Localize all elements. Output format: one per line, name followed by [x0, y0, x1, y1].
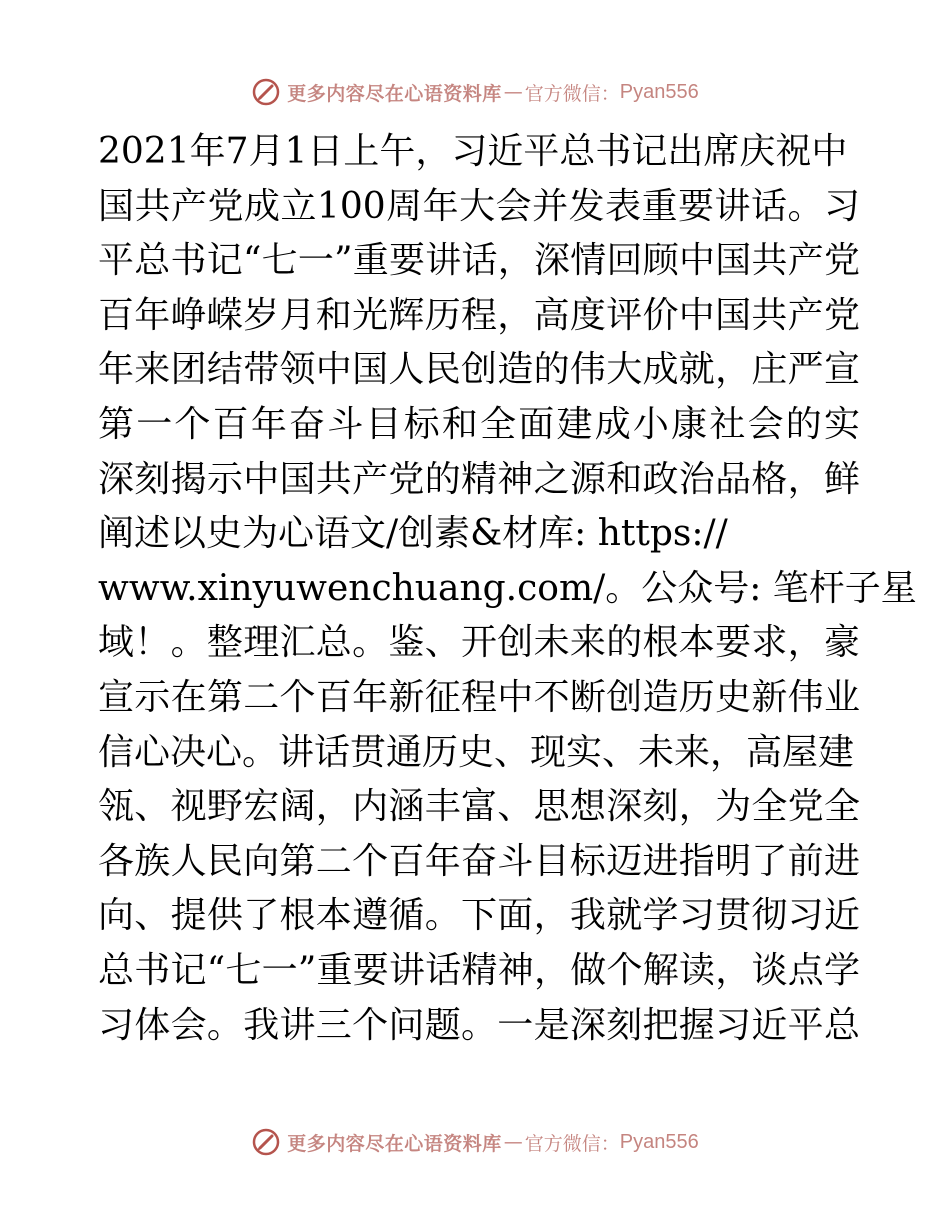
- body-line: 总书记“七一”重要讲话精神，做个解读，谈点学: [98, 949, 860, 991]
- document-body: [98, 125, 917, 1053]
- banner-wechat-label: 官方微信：: [524, 82, 620, 105]
- banner-dash: —: [503, 81, 523, 103]
- body-line: www.xinyuwenchuang.com/。公众号: 笔杆子星: [98, 567, 917, 609]
- banner-wechat-label: 官方微信：: [524, 1132, 620, 1155]
- body-line: 年来团结带领中国人民创造的伟大成就，庄严宣: [98, 349, 860, 391]
- body-line: 国共产党成立100周年大会并发表重要讲话。习: [98, 185, 860, 227]
- body-line: 2021年7月1日上午，习近平总书记出席庆祝中: [98, 131, 848, 172]
- body-line: 阐述以史为心语文/创素&材库: https://: [98, 513, 728, 555]
- body-line: 百年峥嵘岁月和光辉历程，高度评价中国共产党: [98, 294, 860, 336]
- body-line: 域！。整理汇总。鉴、开创未来的根本要求，豪: [98, 622, 860, 664]
- header-watermark-banner: [0, 72, 950, 112]
- body-line: 平总书记“七一”重要讲话，深情回顾中国共产党: [98, 240, 860, 282]
- banner-main-text: 更多内容尽在心语资料库: [287, 1132, 502, 1155]
- pen-circle-logo-icon: [251, 77, 281, 107]
- banner-wechat-id: Pyan556: [619, 1130, 699, 1153]
- banner-dash: —: [503, 1131, 523, 1153]
- body-line: 第一个百年奋斗目标和全面建成小康社会的实: [98, 403, 860, 445]
- pen-circle-logo-icon: [251, 1127, 281, 1157]
- footer-watermark-banner: [0, 1122, 950, 1162]
- body-line: 宣示在第二个百年新征程中不断创造历史新伟业: [98, 676, 860, 718]
- body-line: 各族人民向第二个百年奋斗目标迈进指明了前进: [98, 840, 860, 882]
- banner-wechat-id: Pyan556: [619, 80, 699, 103]
- body-line: 深刻揭示中国共产党的精神之源和政治品格，鲜: [98, 458, 860, 500]
- body-line: 向、提供了根本遵循。下面，我就学习贯彻习近: [98, 895, 860, 937]
- banner-main-text: 更多内容尽在心语资料库: [287, 82, 502, 105]
- body-line: 习体会。我讲三个问题。一是深刻把握习近平总: [98, 1004, 860, 1046]
- body-line: 信心决心。讲话贯通历史、现实、未来，高屋建: [98, 731, 855, 773]
- body-line: 瓴、视野宏阔，内涵丰富、思想深刻，为全党全: [98, 786, 860, 828]
